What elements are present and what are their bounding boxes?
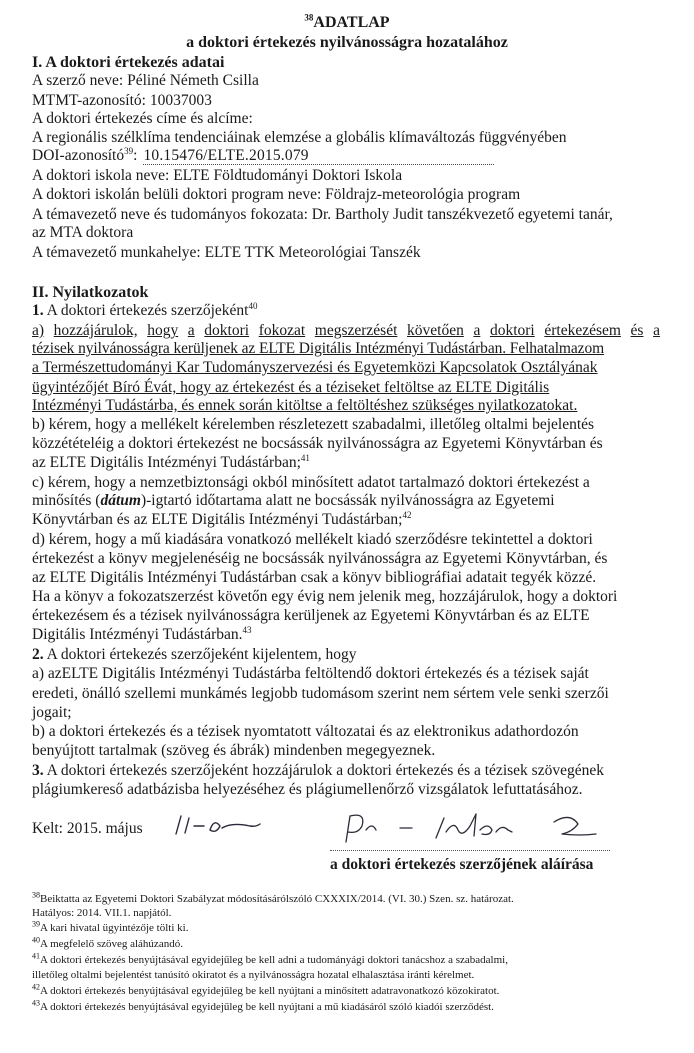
declaration-1b-line-3: az ELTE Digitális Intézményi Tudástárban;$^{41}$ [32, 452, 310, 471]
signature [340, 808, 610, 852]
declaration-2b-line-2: benyújtott tartalmak (szöveg és ábrák) mindenben megegyeznek. [32, 742, 436, 759]
doi-value: 10.15476/ELTE.2015.079 [143, 147, 309, 164]
declaration-2a-line-1: a) azELTE Digitális Intézményi Tudástárba feltöltendő doktori értekezés és a tézisek saját [32, 665, 589, 682]
declaration-1a-line-1: a) hozzájárulok, hogy a doktori fokozat megszerzését követően a doktori értekezésem és a [32, 322, 660, 339]
declaration-1d-line-1: d) kérem, hogy a mű kiadására vonatkozó mellékelt kiadó szerződésre tekintettel a doktori [32, 531, 593, 548]
declaration-3-line-2: plágiumkereső adatbázisba helyezéséhez és plágiumellenőrző vizsgálatok lefuttatásához. [32, 781, 583, 798]
school-row: A doktori iskola neve: ELTE Földtudományi Doktori Iskola [32, 167, 403, 184]
declaration-1d-line-2: értekezést a könyv megjelenéséig ne bocsássák nyilvánosságra az Egyetemi Könyvtárban, és [32, 550, 608, 567]
thesis-title-label: A doktori értekezés címe és alcíme: [32, 110, 253, 127]
mtmt-row: MTMT-azonosító: 10037003 [32, 92, 212, 109]
program-row: A doktori iskolán belüli doktori program neve: Földrajz-meteorológia program [32, 186, 521, 203]
signature-caption: a doktori értekezés szerzőjének aláírása [330, 856, 594, 873]
workplace-row: A témavezető munkahelye: ELTE TTK Meteorológiai Tanszék [32, 244, 421, 261]
footnote-38-line-2: Hatályos: 2014. VII.1. napjától. [32, 907, 172, 919]
declaration-2a-line-2: eredeti, önálló szellemi munkámés legjobb tudomásom szerint nem sértem vele senki szerzői [32, 685, 609, 702]
declaration-1b-line-2: közzétételéig a doktori értekezést ne bocsássák nyilvánosságra az Egyetemi Könyvtárban és [32, 435, 603, 452]
mtmt-id: 10037003 [149, 92, 212, 109]
workplace-name: ELTE TTK Meteorológiai Tanszék [204, 244, 421, 261]
handwritten-day [172, 812, 262, 838]
footnote-43: $^{43}$A doktori értekezés benyújtásával egyidejűleg be kell nyújtani a mű kiadásáról szóló kiadói szerződést. [32, 998, 494, 1013]
thesis-title: A regionális szélklíma tendenciáinak elemzése a globális klímaváltozás függvényében [32, 129, 567, 146]
declaration-1a-line-3: a Természettudományi Kar Tudományszervezési és Egyetemközi Kapcsolatok Osztályának [32, 359, 598, 376]
program-name: Földrajz-meteorológia program [325, 186, 521, 203]
declaration-1a-line-2: tézisek nyilvánosságra kerüljenek az ELTE Digitális Intézményi Tudástárban. Felhatalmazom [32, 340, 605, 357]
document-title: $^{38}$ADATLAP [304, 12, 390, 31]
declaration-1a-line-5: Intézményi Tudástárba, és ennek során kitöltse a feltöltéshez szükséges nyilatkozatokat. [32, 397, 578, 414]
declaration-1d-line-5: értekezésem és a tézisek nyilvánosságra kerüljenek az Egyetemi Könyvtárban és az ELTE [32, 607, 590, 624]
declaration-2b-line-1: b) a doktori értekezés és a tézisek nyomtatott változatai és az elektronikus adathordozón [32, 723, 579, 740]
school-name: ELTE Földtudományi Doktori Iskola [173, 167, 403, 184]
signature-line [330, 850, 610, 851]
footnote-41-line-1: $^{41}$A doktori értekezés benyújtásával egyidejűleg be kell adni a tudományági doktori tanácshoz a szabadalmi, [32, 951, 508, 966]
declaration-1d-line-3: az ELTE Digitális Intézményi Tudástárban csak a könyv bibliográfiai adatait tegyék közzé. [32, 569, 597, 586]
declaration-1d-line-4: Ha a könyv a fokozatszerzést követőn egy évig nem jelenik meg, hozzájárulok, hogy a doktori [32, 588, 618, 605]
doi-row: DOI-azonosító$^{39}$: 10.15476/ELTE.2015.079 [32, 147, 494, 165]
declaration-1c-line-3: Könyvtárban és az ELTE Digitális Intézményi Tudástárban;$^{42}$ [32, 509, 412, 528]
supervisor-degree: az MTA doktora [32, 224, 134, 241]
declaration-2-intro: 2. A doktori értekezés szerzőjeként kijelentem, hogy [32, 646, 357, 663]
document-subtitle: a doktori értekezés nyilvánosságra hozatalához [186, 34, 508, 51]
place-date: Kelt: 2015. május [32, 820, 143, 837]
declaration-3-line-1: 3. A doktori értekezés szerzőjeként hozzájárulok a doktori értekezés és a tézisek szövegének [32, 762, 604, 779]
supervisor-name: Dr. Bartholy Judit tanszékvezető egyetemi tanár, [311, 206, 613, 223]
section-1-heading: I. A doktori értekezés adatai [32, 54, 225, 71]
section-2-heading: II. Nyilatkozatok [32, 284, 149, 301]
declaration-2a-line-3: jogait; [32, 704, 72, 721]
declaration-1c-line-2: minősítés (dátum)-igtartó időtartama alatt ne bocsássák nyilvánosságra az Egyetemi [32, 492, 555, 509]
author-name: Péliné Németh Csilla [127, 72, 259, 89]
declaration-1a-line-4: ügyintézőjét Bíró Évát, hogy az értekezést és a téziseket feltöltse az ELTE Digitális [32, 379, 550, 396]
footnote-42: $^{42}$A doktori értekezés benyújtásával egyidejűleg be kell nyújtani a minősített adatravonatkozó közokiratot. [32, 982, 500, 997]
declaration-1b-line-1: b) kérem, hogy a mellékelt kérelemben részletezett szabadalmi, illetőleg oltalmi bejelentés [32, 416, 595, 433]
footnote-38-line-1: $^{38}$Beiktatta az Egyetemi Doktori Szabályzat módosításárólszóló CXXXIX/2014. (VI. 30.) Szen. sz. határozat. [32, 890, 514, 905]
supervisor-row: A témavezető neve és tudományos fokozata: Dr. Bartholy Judit tanszékvezető egyetemi tanár, [32, 206, 613, 223]
declaration-1c-line-1: c) kérem, hogy a nemzetbiztonsági okból minősített adatot tartalmazó doktori értekezést a [32, 474, 590, 491]
title-footnote-ref: 38 [304, 12, 314, 23]
declaration-1-intro: 1. A doktori értekezés szerzőjeként$^{40}$ [32, 300, 258, 319]
footnote-40: $^{40}$A megfelelő szöveg aláhúzandó. [32, 935, 183, 950]
footnote-41-line-2: illetőleg oltalmi bejelentést tanúsító okiratot és a nyilvánosságra hozatal elhalasztása iránti kérelmet. [32, 969, 475, 981]
author-row: A szerző neve: Péliné Németh Csilla [32, 72, 259, 89]
declaration-1d-line-6: Digitális Intézményi Tudástárban.$^{43}$ [32, 624, 252, 643]
footnote-39: $^{39}$A kari hivatal ügyintézője tölti ki. [32, 919, 189, 934]
